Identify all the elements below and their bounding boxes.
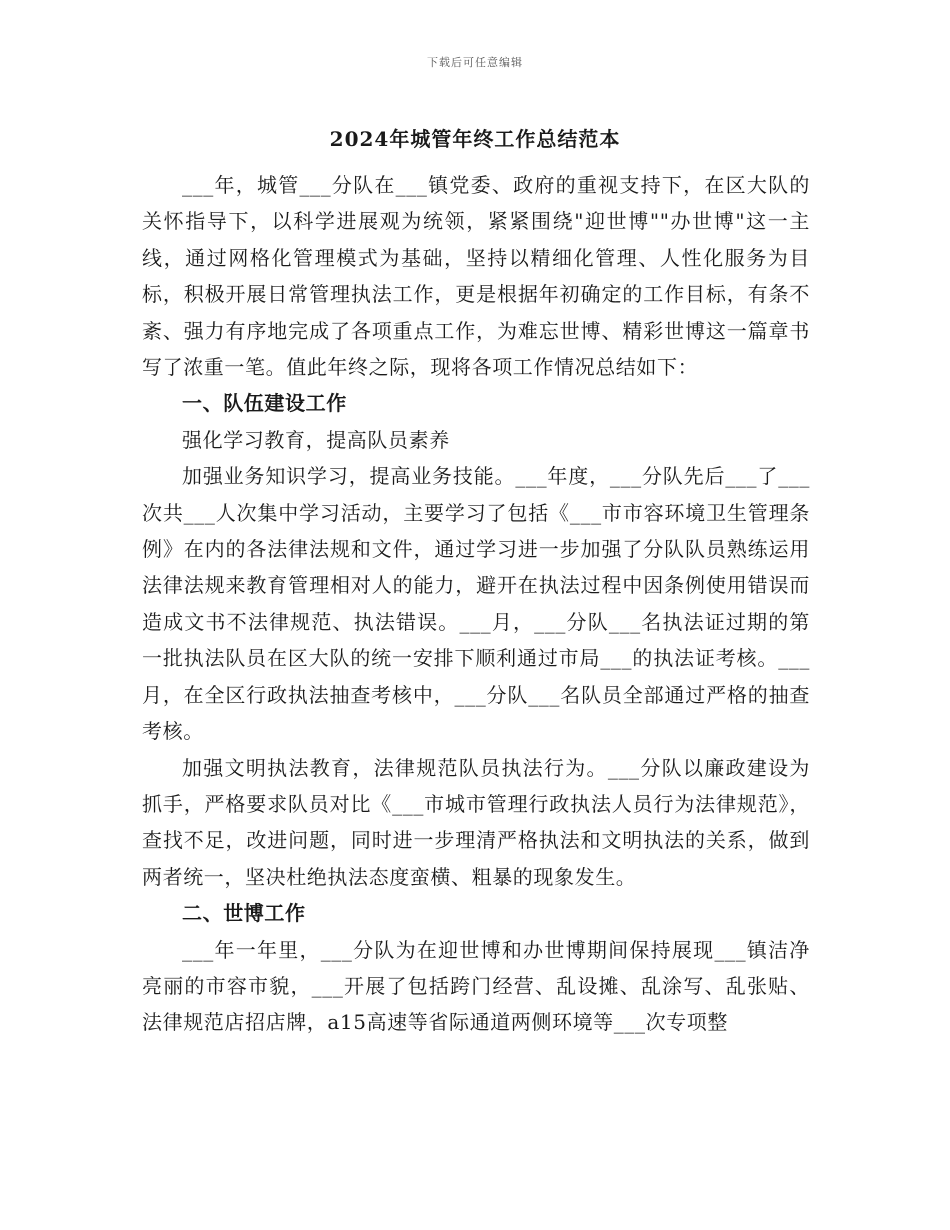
section-subheading-study: 强化学习教育，提高队员素养: [182, 427, 450, 452]
document-title: 2024年城管年终工作总结范本: [329, 127, 621, 151]
section-heading-expo: 二、世博工作: [182, 901, 306, 926]
paragraph-civil-enforcement: 加强文明执法教育，法律规范队员执法行为。___分队以廉政建设为抓手，严格要求队员对比《___市城市管理行政执法人员行为法律规范》，查找不足，改进问题，同时进一步理清严格执法和文明执法的关系，做到两者统一，坚决杜绝执法态度蛮横、粗暴的现象发生。: [142, 755, 810, 889]
paragraph-business-study: 加强业务知识学习，提高业务技能。___年度，___分队先后___了___次共___人次集中学习活动，主要学习了包括《___市市容环境卫生管理条例》在内的各法律法规和文件，通过学习进一步加强了分队队员熟练运用法律法规来教育管理相对人的能力，避开在执法过程中因条例使用错误而造成文书不法律规范、执法错误。___月，___分队___名执法证过期的第一批执法队员在区大队的统一安排下顺利通过市局___的执法证考核。___月，在全区行政执法抽查考核中，___分队___名队员全部通过严格的抽查考核。: [142, 464, 810, 744]
document-body: [142, 167, 810, 1041]
section-heading-team-building: 一、队伍建设工作: [182, 391, 347, 416]
header-watermark: 下载后可任意编辑: [427, 56, 523, 69]
paragraph-expo-work: ___年一年里，___分队为在迎世博和办世博期间保持展现___镇洁净亮丽的市容市貌，___开展了包括跨门经营、乱设摊、乱涂写、乱张贴、法律规范店招店牌，a15高速等省际通道两侧环境等___次专项整: [142, 937, 810, 1035]
intro-paragraph: ___年，城管___分队在___镇党委、政府的重视支持下，在区大队的关怀指导下，以科学进展观为统领，紧紧围绕"迎世博""办世博"这一主线，通过网格化管理模式为基础，坚持以精细化管理、人性化服务为目标，积极开展日常管理执法工作，更是根据年初确定的工作目标，有条不紊、强力有序地完成了各项重点工作，为难忘世博、精彩世博这一篇章书写了浓重一笔。值此年终之际，现将各项工作情况总结如下：: [142, 173, 810, 380]
